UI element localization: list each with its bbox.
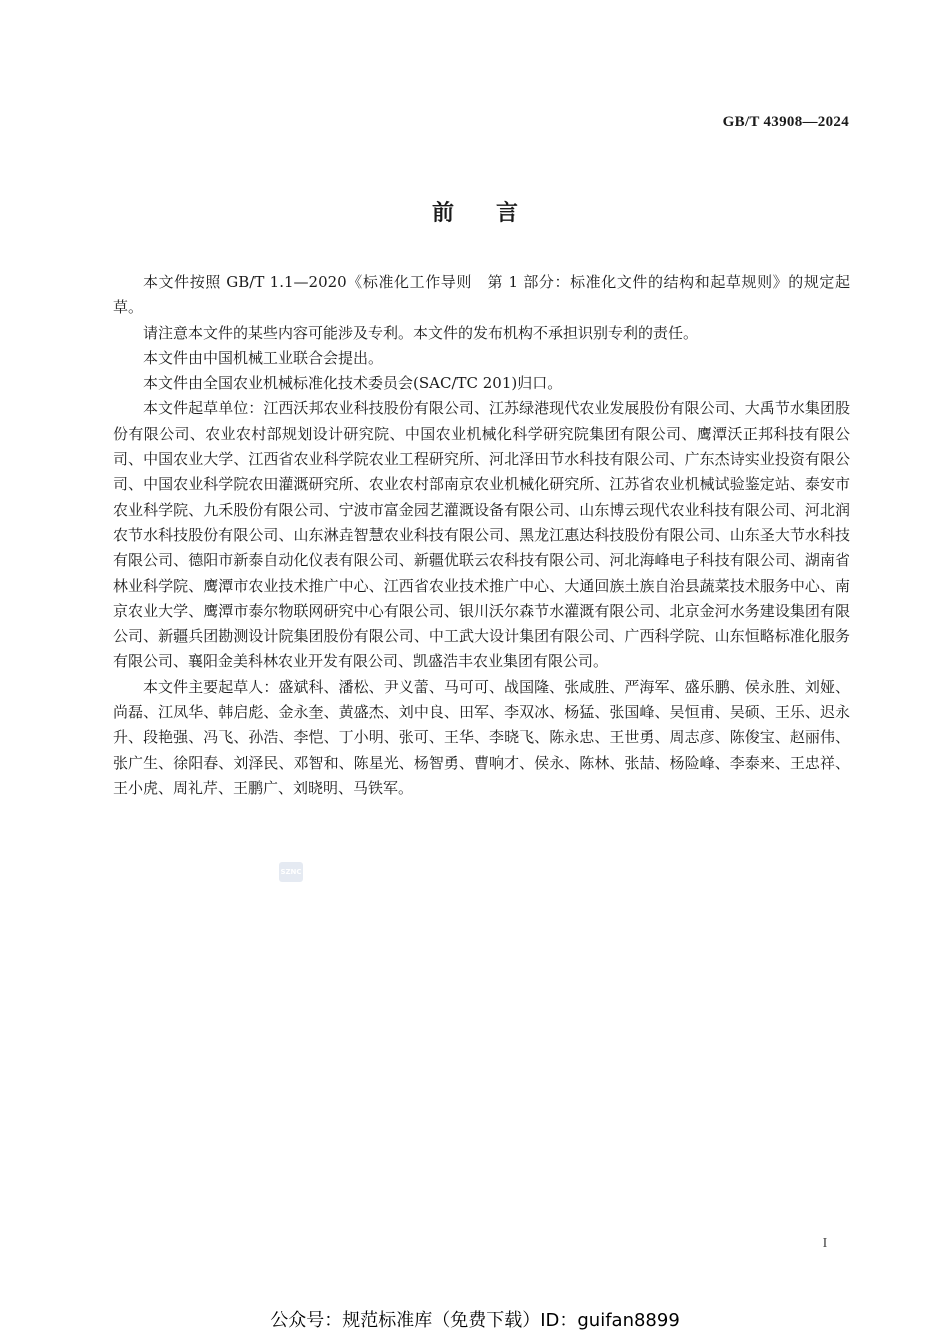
- watermark-logo: SZNC: [279, 862, 303, 882]
- document-body: [113, 270, 850, 801]
- standard-number: GB/T 43908—2024: [722, 114, 849, 130]
- paragraph-technical-committee: 本文件由全国农业机械标准化技术委员会(SAC/TC 201)归口。: [143, 374, 563, 393]
- paragraph-patent-notice: 请注意本文件的某些内容可能涉及专利。本文件的发布机构不承担识别专利的责任。: [143, 323, 699, 342]
- page-number: I: [822, 1236, 828, 1251]
- paragraph-proposer: 本文件由中国机械工业联合会提出。: [143, 348, 384, 367]
- paragraph-drafting-organizations: 本文件起草单位：江西沃邦农业科技股份有限公司、江苏绿港现代农业发展股份有限公司、大禹节水集团股份有限公司、农业农村部规划设计研究院、中国农业机械化科学研究院集团有限公司、鹰潭沃正邦科技有限公司、中国农业大学、江西省农业科学院农业工程研究所、河北泽田节水科技有限公司、广东杰诗实业投资有限公司、中国农业科学院农田灌溉研究所、农业农村部南京农业机械化研究所、江苏省农业机械试验鉴定站、泰安市农业科学院、九禾股份有限公司、宁波市富金园艺灌溉设备有限公司、山东博云现代农业科技有限公司、河北润农节水科技股份有限公司、山东淋垚智慧农业科技有限公司、黑龙江惠达科技股份有限公司、山东圣大节水科技有限公司、德阳市新泰自动化仪表有限公司、新疆优联云农科技有限公司、河北海峰电子科技有限公司、湖南省林业科学院、鹰潭市农业技术推广中心、江西省农业技术推广中心、大通回族土族自治县蔬菜技术服务中心、南京农业大学、鹰潭市泰尔物联网研究中心有限公司、银川沃尔森节水灌溉有限公司、北京金河水务建设集团有限公司、新疆兵团勘测设计院集团股份有限公司、中工武大设计集团有限公司、广西科学院、山东恒略标准化服务有限公司、襄阳金美科林农业开发有限公司、凯盛浩丰农业集团有限公司。: [113, 399, 850, 671]
- page-title: 前言: [431, 200, 560, 226]
- paragraph-drafting-rules: 本文件按照 GB/T 1.1—2020《标准化工作导则 第 1 部分：标准化文件的结构和起草规则》的规定起草。: [113, 273, 850, 317]
- footer-notice: 公众号：规范标准库（免费下载）ID：guifan8899: [270, 1310, 680, 1331]
- paragraph-main-drafters: 本文件主要起草人：盛斌科、潘松、尹义蕾、马可可、战国隆、张咸胜、严海军、盛乐鹏、侯永胜、刘娅、尚磊、江凤华、韩启彪、金永奎、黄盛杰、刘中良、田军、李双冰、杨猛、张国峰、吴恒甫、吴硕、王乐、迟永升、段艳强、冯飞、孙浩、李恺、丁小明、张可、王华、李晓飞、陈永忠、王世勇、周志彦、陈俊宝、赵丽伟、张广生、徐阳春、刘泽民、邓智和、陈星光、杨智勇、曹响才、侯永、陈林、张喆、杨险峰、李泰来、王忠祥、王小虎、周礼芹、王鹏广、刘晓明、马铁军。: [113, 677, 850, 797]
